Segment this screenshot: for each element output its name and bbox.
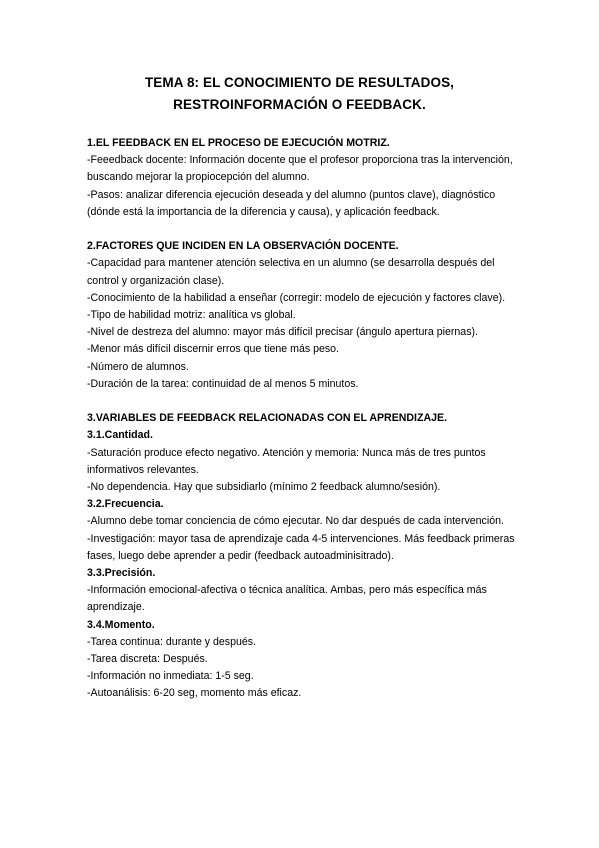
list-item: -Información no inmediata: 1-5 seg. — [87, 670, 254, 683]
document-title-line-2: RESTROINFORMACIÓN O FEEDBACK. — [173, 97, 426, 112]
section-variables-feedback — [87, 410, 517, 702]
list-item: -Saturación produce efecto negativo. Atención y memoria: Nunca más de tres puntos informativos relevantes. — [87, 446, 486, 476]
section-factores-observacion — [87, 238, 517, 393]
list-item: -Conocimiento de la habilidad a enseñar (corregir: modelo de ejecución y factores clave). — [87, 291, 506, 304]
list-item: -Menor más difícil discernir erros que tiene más peso. — [87, 343, 339, 356]
section-heading: 3.VARIABLES DE FEEDBACK RELACIONADAS CON EL APRENDIZAJE. — [87, 412, 448, 425]
subsection-heading-precision: 3.3.Precisión. — [87, 567, 156, 580]
list-item: -Nivel de destreza del alumno: mayor más difícil precisar (ángulo apertura piernas). — [87, 326, 478, 339]
section-heading: 1.EL FEEDBACK EN EL PROCESO DE EJECUCIÓN MOTRIZ. — [87, 137, 390, 149]
subsection-heading-momento: 3.4.Momento. — [87, 618, 155, 631]
list-item: -Autoanálisis: 6-20 seg, momento más eficaz. — [87, 687, 302, 700]
list-item: -Tarea continua: durante y después. — [87, 635, 257, 648]
list-item: -Investigación: mayor tasa de aprendizaje cada 4-5 intervenciones. Más feedback primeras fases, luego debe aprender a pedir (feedback autoadminisitrado). — [87, 532, 515, 562]
document-title-line-1: TEMA 8: EL CONOCIMIENTO DE RESULTADOS, — [144, 75, 455, 90]
subsection-heading-cantidad: 3.1.Cantidad. — [87, 429, 153, 442]
list-item: -Feeedback docente: Información docente que el profesor proporciona tras la intervención, buscando mejorar la propiocepción del alumno. — [87, 154, 513, 184]
document-body — [87, 135, 517, 703]
list-item: -Alumno debe tomar conciencia de cómo ejecutar. No dar después de cada intervención. — [87, 515, 504, 528]
list-item: -No dependencia. Hay que subsidiarlo (mínimo 2 feedback alumno/sesión). — [87, 481, 441, 494]
list-item: -Número de alumnos. — [87, 360, 189, 373]
list-item: -Información emocional-afectiva o técnica analítica. Ambas, pero más específica más aprendizaje. — [87, 584, 487, 614]
list-item: -Tarea discreta: Después. — [87, 653, 208, 666]
list-item: -Capacidad para mantener atención selectiva en un alumno (se desarrolla después del control y organización clase). — [87, 257, 495, 287]
section-heading: 2.FACTORES QUE INCIDEN EN LA OBSERVACIÓN DOCENTE. — [87, 240, 399, 253]
list-item: -Pasos: analizar diferencia ejecución deseada y del alumno (puntos clave), diagnóstico (dónde está la importancia de la diferencia y causa), y aplicación feedback. — [87, 188, 496, 218]
list-item: -Duración de la tarea: continuidad de al menos 5 minutos. — [87, 377, 359, 390]
subsection-heading-frecuencia: 3.2.Frecuencia. — [87, 498, 164, 511]
section-feedback-proceso — [87, 135, 517, 221]
list-item: -Tipo de habilidad motriz: analítica vs global. — [87, 309, 296, 322]
